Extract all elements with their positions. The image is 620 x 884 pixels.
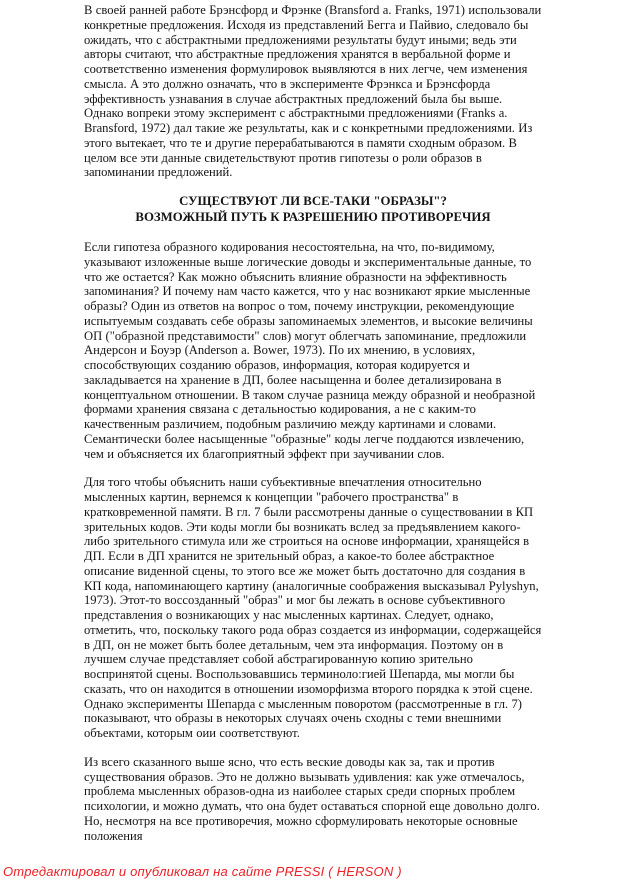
section-heading-line-2: ВОЗМОЖНЫЙ ПУТЬ К РАЗРЕШЕНИЮ ПРОТИВОРЕЧИЯ	[135, 209, 491, 224]
paragraph-imagery-hypothesis: Если гипотеза образного кодирования несостоятельна, на что, по-видимому, указывают изложенные выше логические доводы и экспериментальные данные, то что же остается? Как можно объяснить влияние образности на эффективность запоминания? И почему нам часто кажется, что у нас возникают яркие мысленные образы? Один из ответов на вопрос о том, почему инструкции, рекомендующие испытуемым создавать себе образы запоминаемых элементов, и высокие величины ОП ("образной представимости" слов) могут облегчать запоминание, предложили Андерсон и Боуэр (Anderson a. Bower, 1973). По их мнению, в условиях, способствующих созданию образов, информация, которая кодируется и закладывается на хранение в ДП, более насыщенна и более детализирована в концептуальном отношении. В таком случае разница между образной и необразной формами хранения связана с детальностью кодирования, а не с каким-то качественным различием, подобным различию между картинами и словами. Семантически более насыщенные "образные" коды легче поддаются извлечению, чем и объясняется их благоприятный эффект при заучивании слов.	[84, 240, 536, 461]
paragraph-conclusion: Из всего сказанного выше ясно, что есть веские доводы как за, так и против существования образов. Это не должно вызывать удивления: как уже отмечалось, проблема мысленных образов-одна из наиболее старых среди спорных проблем психологии, и можно думать, что она будет оставаться спорной еще довольно долго. Но, несмотря на все противоречия, можно сформулировать некоторые основные положения	[84, 754, 540, 843]
footer-credit: Отредактировал и опубликовал на сайте PRESSI ( HERSON )	[3, 864, 402, 879]
document-page	[84, 3, 542, 857]
section-heading-line-1: СУЩЕСТВУЮТ ЛИ ВСЕ-ТАКИ "ОБРАЗЫ"?	[179, 194, 447, 208]
paragraph-working-space: Для того чтобы объяснить наши субъективные впечатления относительно мысленных картин, вернемся к концепции "рабочего пространства" в кратковременной памяти. В гл. 7 были рассмотрены данные о существовании в КП зрительных кодов. Эти коды могли бы возникать вслед за предъявлением какого-либо зрительного стимула или же строиться на основе информации, хранящейся в ДП. Если в ДП хранится не зрительный образ, а какое-то более абстрактное описание виденной сцены, то этого все же может быть достаточно для создания в КП кода, напоминающего картину (аналогичные соображения высказывал Pylyshyn, 1973). Этот-то воссозданный "образ" и мог бы лежать в основе субъективного представления о возникающих у нас мысленных картинах. Следует, однако, отметить, что, поскольку такого рода образ создается из информации, содержащейся в ДП, он не может быть более детальным, чем эта информация. Поэтому он в лучшем случае представляет собой абстрагированную копию зрительно воспринятой сцены. Воспользовавшись терминоло:гией Шепарда, мы могли бы сказать, что он находится в отношении изоморфизма второго порядка к этой сцене. Однако эксперименты Шепарда с мысленным поворотом (рассмотренные в гл. 7) показывают, что образы в некоторых случаях очень сходны с теми внешними объектами, которым оии соответствуют.	[84, 475, 542, 740]
section-heading	[84, 194, 542, 225]
paragraph-bransford-franks: В своей ранней работе Брэнсфорд и Фрэнке (Bransford a. Franks, 1971) использовали конкретные предложения. Исходя из представлений Бегга и Пайвио, следовало бы ожидать, что с абстрактными предложениями результаты будут иными; ведь эти авторы считают, что абстрактные предложения хранятся в вербальной форме и соответственно изменения формулировок выявляются в них легче, чем изменения смысла. А это должно означать, что в эксперименте Фрэнкса и Брэнсфорда эффективность узнавания в случае абстрактных предложений была бы выше. Однако вопреки этому эксперимент с абстрактными предложениями (Franks a. Bransford, 1972) дал такие же результаты, как и с конкретными предложениями. Из этого вытекает, что те и другие перерабатываются в памяти сходным образом. В целом все эти данные свидетельствуют против гипотезы о роли образов в запоминании предложений.	[84, 3, 542, 180]
